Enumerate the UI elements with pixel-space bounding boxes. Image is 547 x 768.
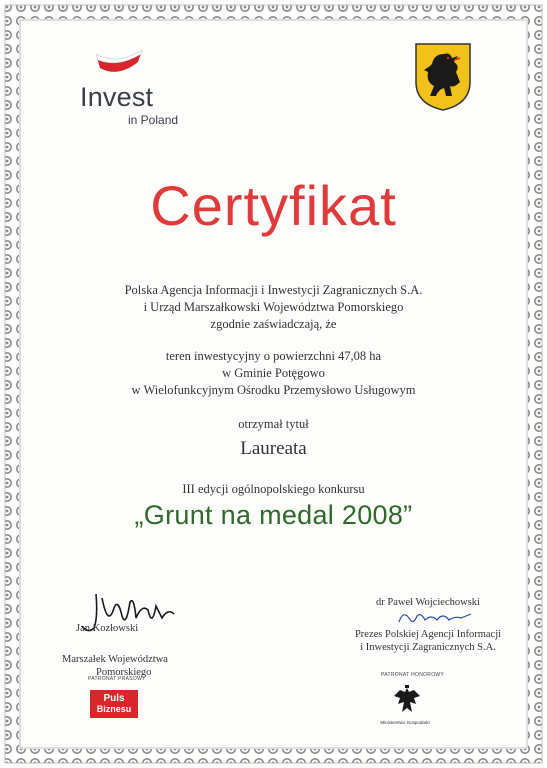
signatory-left-role: Marszałek Województwa xyxy=(62,654,168,665)
signatory-left xyxy=(62,622,192,679)
issuer-line-2: i Urząd Marszałkowski Województwa Pomorskiego xyxy=(143,300,404,314)
issuers-block xyxy=(0,282,547,333)
site-line-1: teren inwestycyjny o powierzchni 47,08 ha xyxy=(165,349,382,363)
edition-text: III edycji ogólnopolskiego konkursu xyxy=(182,482,365,496)
logo-text: Invest xyxy=(80,82,154,112)
signatory-right-role-2: i Inwestycji Zagranicznych S.A. xyxy=(360,642,496,653)
site-line-3: w Wielofunkcyjnym Ośrodku Przemysłowo Usługowym xyxy=(131,383,416,397)
received-title-text: otrzymał tytuł xyxy=(238,417,309,431)
issuer-line-1: Polska Agencja Informacji i Inwestycji Zagranicznych S.A. xyxy=(124,283,423,297)
puls-biznesu-logo xyxy=(90,690,138,718)
ministry-label: Ministerstwo Gospodarki xyxy=(380,720,430,725)
signatory-right xyxy=(338,626,518,654)
site-line-2: w Gminie Potęgowo xyxy=(222,366,325,380)
white-eagle-emblem-icon xyxy=(392,684,422,718)
honorary-patronage-label: PATRONAT HONOROWY xyxy=(381,672,445,678)
signatory-right-name: dr Paweł Wojciechowski xyxy=(376,597,480,608)
certificate-title: Certyfikat xyxy=(150,174,397,237)
invest-in-poland-logo xyxy=(72,48,182,128)
media-patronage-label: PATRONAT PRASOWY xyxy=(88,676,146,682)
signatory-right-role: Prezes Polskiej Agencji Informacji xyxy=(354,629,502,640)
signatory-left-name: Jan Kozłowski xyxy=(76,623,139,634)
site-block xyxy=(0,348,547,399)
signatory-left-role-2: Pomorskiego xyxy=(96,667,152,678)
logo-subtext: in Poland xyxy=(128,113,179,127)
griffin-coat-of-arms-icon xyxy=(414,42,472,112)
puls-biznesu-line-1: Puls xyxy=(103,693,125,704)
issuer-line-3: zgodnie zaświadczają, że xyxy=(210,317,337,331)
contest-name: „Grunt na medal 2008” xyxy=(134,500,413,530)
laureate-text: Laureata xyxy=(240,438,307,459)
puls-biznesu-line-2: Biznesu xyxy=(96,704,132,714)
flag-swoosh-icon xyxy=(94,48,144,82)
